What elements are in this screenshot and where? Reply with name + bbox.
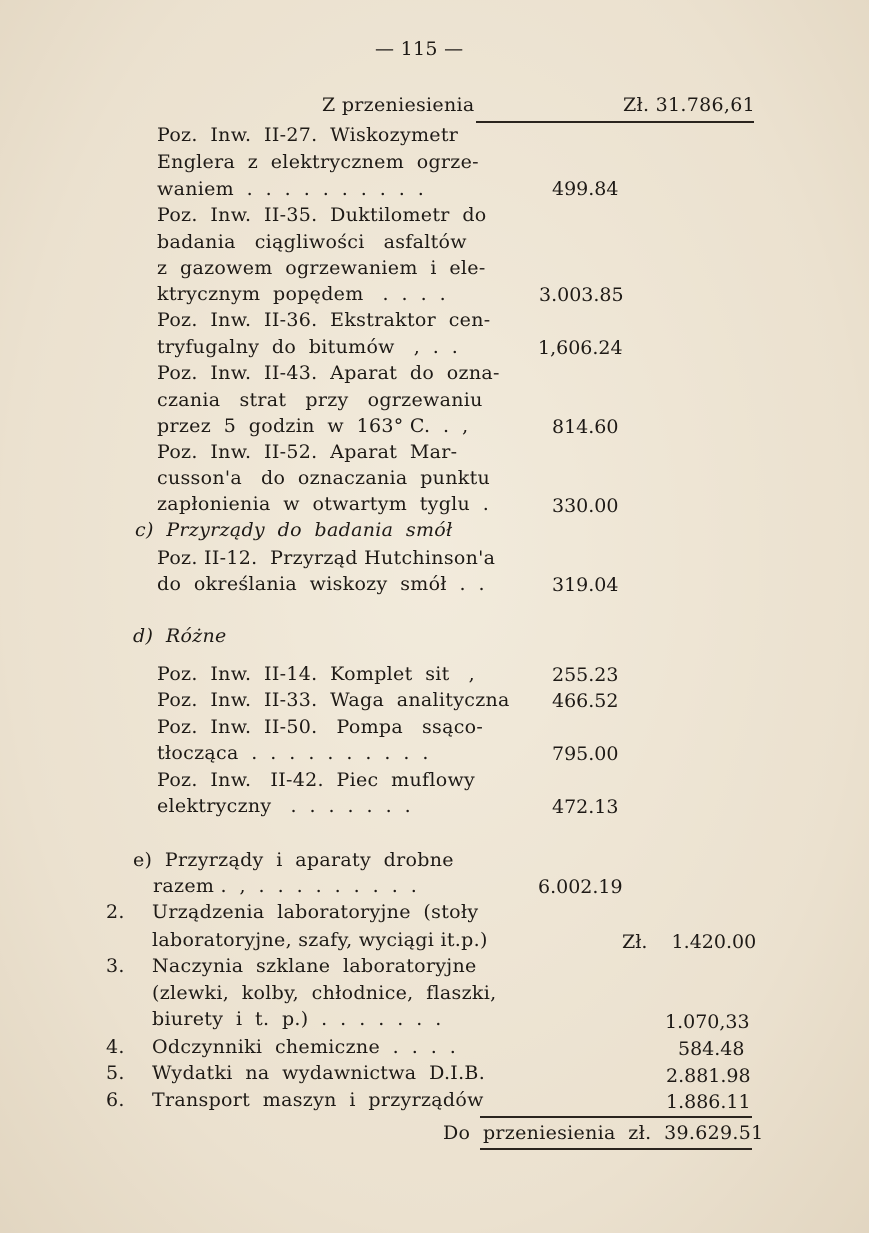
item-number-5: 5. <box>106 1062 125 1084</box>
line-29: Naczynia szklane laboratoryjne <box>152 955 477 977</box>
line-30: (zlewki, kolby, chłodnice, flaszki, <box>152 982 497 1004</box>
line-11: przez 5 godzin w 163° C. . , <box>157 415 469 437</box>
line-31: biurety i t. p.) . . . . . . . <box>152 1008 442 1030</box>
item-number-3: 3. <box>106 955 125 977</box>
amount-line-11: 814.60 <box>552 416 619 438</box>
line-19: Poz. Inw. II-14. Komplet sit , <box>157 663 475 685</box>
amount-line-17: 319.04 <box>552 574 619 596</box>
amount-item-6: 1.886.11 <box>666 1091 751 1113</box>
item-number-2: 2. <box>106 901 125 923</box>
line-27: Urządzenia laboratoryjne (stoły <box>152 901 479 923</box>
section-c-heading: c) Przyrządy do badania smół <box>135 519 453 541</box>
carry-in-amount: Zł. 31.786,61 <box>623 94 756 116</box>
amount-line-2: 499.84 <box>552 178 619 200</box>
line-34: Transport maszyn i przyrządów <box>152 1089 484 1111</box>
section-d-heading: d) Różne <box>133 625 227 647</box>
carry-in-rule <box>476 121 754 123</box>
line-4: badania ciągliwości asfaltów <box>157 231 467 253</box>
line-7: Poz. Inw. II-36. Ekstraktor cen- <box>157 309 491 331</box>
amount-line-24: 472.13 <box>552 796 619 818</box>
line-17: do określania wiskozy smół . . <box>157 573 485 595</box>
line-14: zapłonienia w otwartym tyglu . <box>157 493 490 515</box>
line-1: Englera z elektrycznem ogrze- <box>157 151 479 173</box>
line-13: cusson'a do oznaczania punktu <box>157 467 491 489</box>
amount-item-5: 2.881.98 <box>666 1065 751 1087</box>
line-8: tryfugalny do bitumów , . . <box>157 336 459 358</box>
item-number-4: 4. <box>106 1036 125 1058</box>
line-5: z gazowem ogrzewaniem i ele- <box>157 257 486 279</box>
line-6: ktrycznym popędem . . . . <box>157 283 446 305</box>
line-10: czania strat przy ogrzewaniu <box>157 389 483 411</box>
line-9: Poz. Inw. II-43. Aparat do ozna- <box>157 362 500 384</box>
line-28: laboratoryjne, szafy, wyciągi it.p.) <box>152 929 488 951</box>
line-0: Poz. Inw. II-27. Wiskozymetr <box>157 124 459 146</box>
amount-item-2: Zł. 1.420.00 <box>622 931 757 953</box>
line-16: Poz. II-12. Przyrząd Hutchinson'a <box>157 547 496 569</box>
carry-out-label: Do przeniesienia zł. 39.629.51 <box>443 1122 764 1144</box>
line-23: Poz. Inw. II-42. Piec muflowy <box>157 769 476 791</box>
line-33: Wydatki na wydawnictwa D.I.B. <box>152 1062 486 1084</box>
total-underline <box>480 1148 752 1150</box>
amount-line-6: 3.003.85 <box>539 284 624 306</box>
line-32: Odczynniki chemiczne . . . . <box>152 1036 457 1058</box>
line-2: waniem . . . . . . . . . . <box>157 178 425 200</box>
line-3: Poz. Inw. II-35. Duktilometr do <box>157 204 487 226</box>
line-20: Poz. Inw. II-33. Waga analityczna <box>157 689 510 711</box>
amount-item-3: 1.070,33 <box>665 1011 750 1033</box>
amount-line-22: 795.00 <box>552 743 619 765</box>
carry-in-label: Z przeniesienia <box>322 94 475 116</box>
amount-line-19: 255.23 <box>552 664 619 686</box>
section-e-heading: e) Przyrządy i aparaty drobne <box>133 849 454 871</box>
line-22: tłocząca . . . . . . . . . . <box>157 742 429 764</box>
amount-line-14: 330.00 <box>552 495 619 517</box>
amount-line-20: 466.52 <box>552 690 619 712</box>
amount-line-8: 1,606.24 <box>538 337 623 359</box>
item-number-6: 6. <box>106 1089 125 1111</box>
page-number: — 115 — <box>375 38 464 60</box>
line-24: elektryczny . . . . . . . <box>157 795 411 817</box>
line-21: Poz. Inw. II-50. Pompa ssąco- <box>157 716 484 738</box>
line-12: Poz. Inw. II-52. Aparat Mar- <box>157 441 458 463</box>
amount-item-4: 584.48 <box>678 1038 745 1060</box>
line-26: razem . , . . . . . . . . . <box>153 875 418 897</box>
total-rule <box>480 1116 752 1118</box>
amount-line-26: 6.002.19 <box>538 876 623 898</box>
